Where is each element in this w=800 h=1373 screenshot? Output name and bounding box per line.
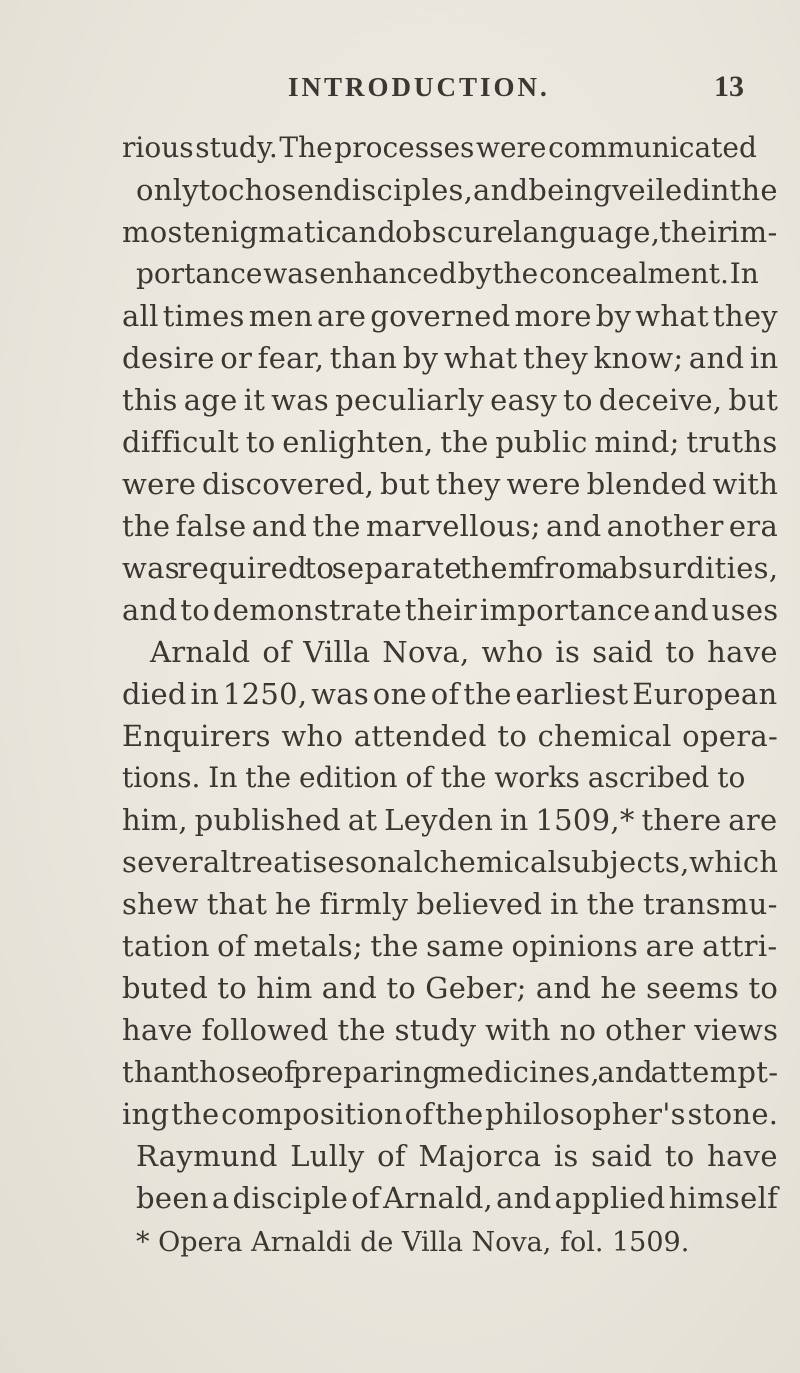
text-line: only to chosen disciples, and being veiled in the bbox=[136, 173, 778, 207]
text-line: Raymund Lully of Majorca is said to have bbox=[136, 1139, 778, 1173]
text-line: ing the composition of the philosopher's stone. bbox=[122, 1097, 779, 1131]
text-line: all times men are governed more by what they bbox=[122, 299, 778, 333]
page-number: 13 bbox=[714, 70, 744, 103]
text-line: Enquirers who attended to chemical opera- bbox=[122, 719, 779, 753]
text-line: Arnald of Villa Nova, who is said to have bbox=[150, 635, 778, 669]
footnote: * Opera Arnaldi de Villa Nova, fol. 1509. bbox=[136, 1227, 690, 1258]
text-line: was required to separate them from absurdities, bbox=[122, 551, 779, 585]
text-line: tation of metals; the same opinions are attri- bbox=[122, 929, 778, 963]
text-line: several treatises on alchemical subjects, which bbox=[122, 845, 779, 879]
text-line: difficult to enlighten, the public mind; truths bbox=[122, 425, 778, 459]
text-line: tions. In the edition of the works ascribed to bbox=[122, 761, 746, 794]
text-line: and to demonstrate their importance and uses bbox=[122, 593, 779, 627]
text-line: were discovered, but they were blended with bbox=[122, 467, 779, 501]
text-line: portance was enhanced by the concealment. In bbox=[136, 257, 759, 290]
text-line: rious study. The processes were communicated bbox=[122, 131, 757, 164]
text-line: than those of preparing medicines, and attempt- bbox=[122, 1055, 779, 1089]
text-line: buted to him and to Geber; and he seems to bbox=[122, 971, 779, 1005]
text-line: the false and the marvellous; and another era bbox=[122, 509, 779, 543]
text-line: him, published at Leyden in 1509,* there are bbox=[122, 803, 778, 837]
text-line: most enigmatic and obscure language, their im- bbox=[122, 215, 778, 249]
text-line: died in 1250, was one of the earliest European bbox=[122, 677, 778, 711]
text-line: this age it was peculiarly easy to deceive, but bbox=[122, 383, 779, 417]
running-head: INTRODUCTION. bbox=[288, 72, 550, 102]
text-line: desire or fear, than by what they know; and in bbox=[122, 341, 779, 375]
text-line: shew that he firmly believed in the transmu- bbox=[122, 887, 778, 921]
text-line: have followed the study with no other views bbox=[122, 1013, 779, 1047]
text-line: been a disciple of Arnald, and applied himself bbox=[136, 1181, 779, 1215]
